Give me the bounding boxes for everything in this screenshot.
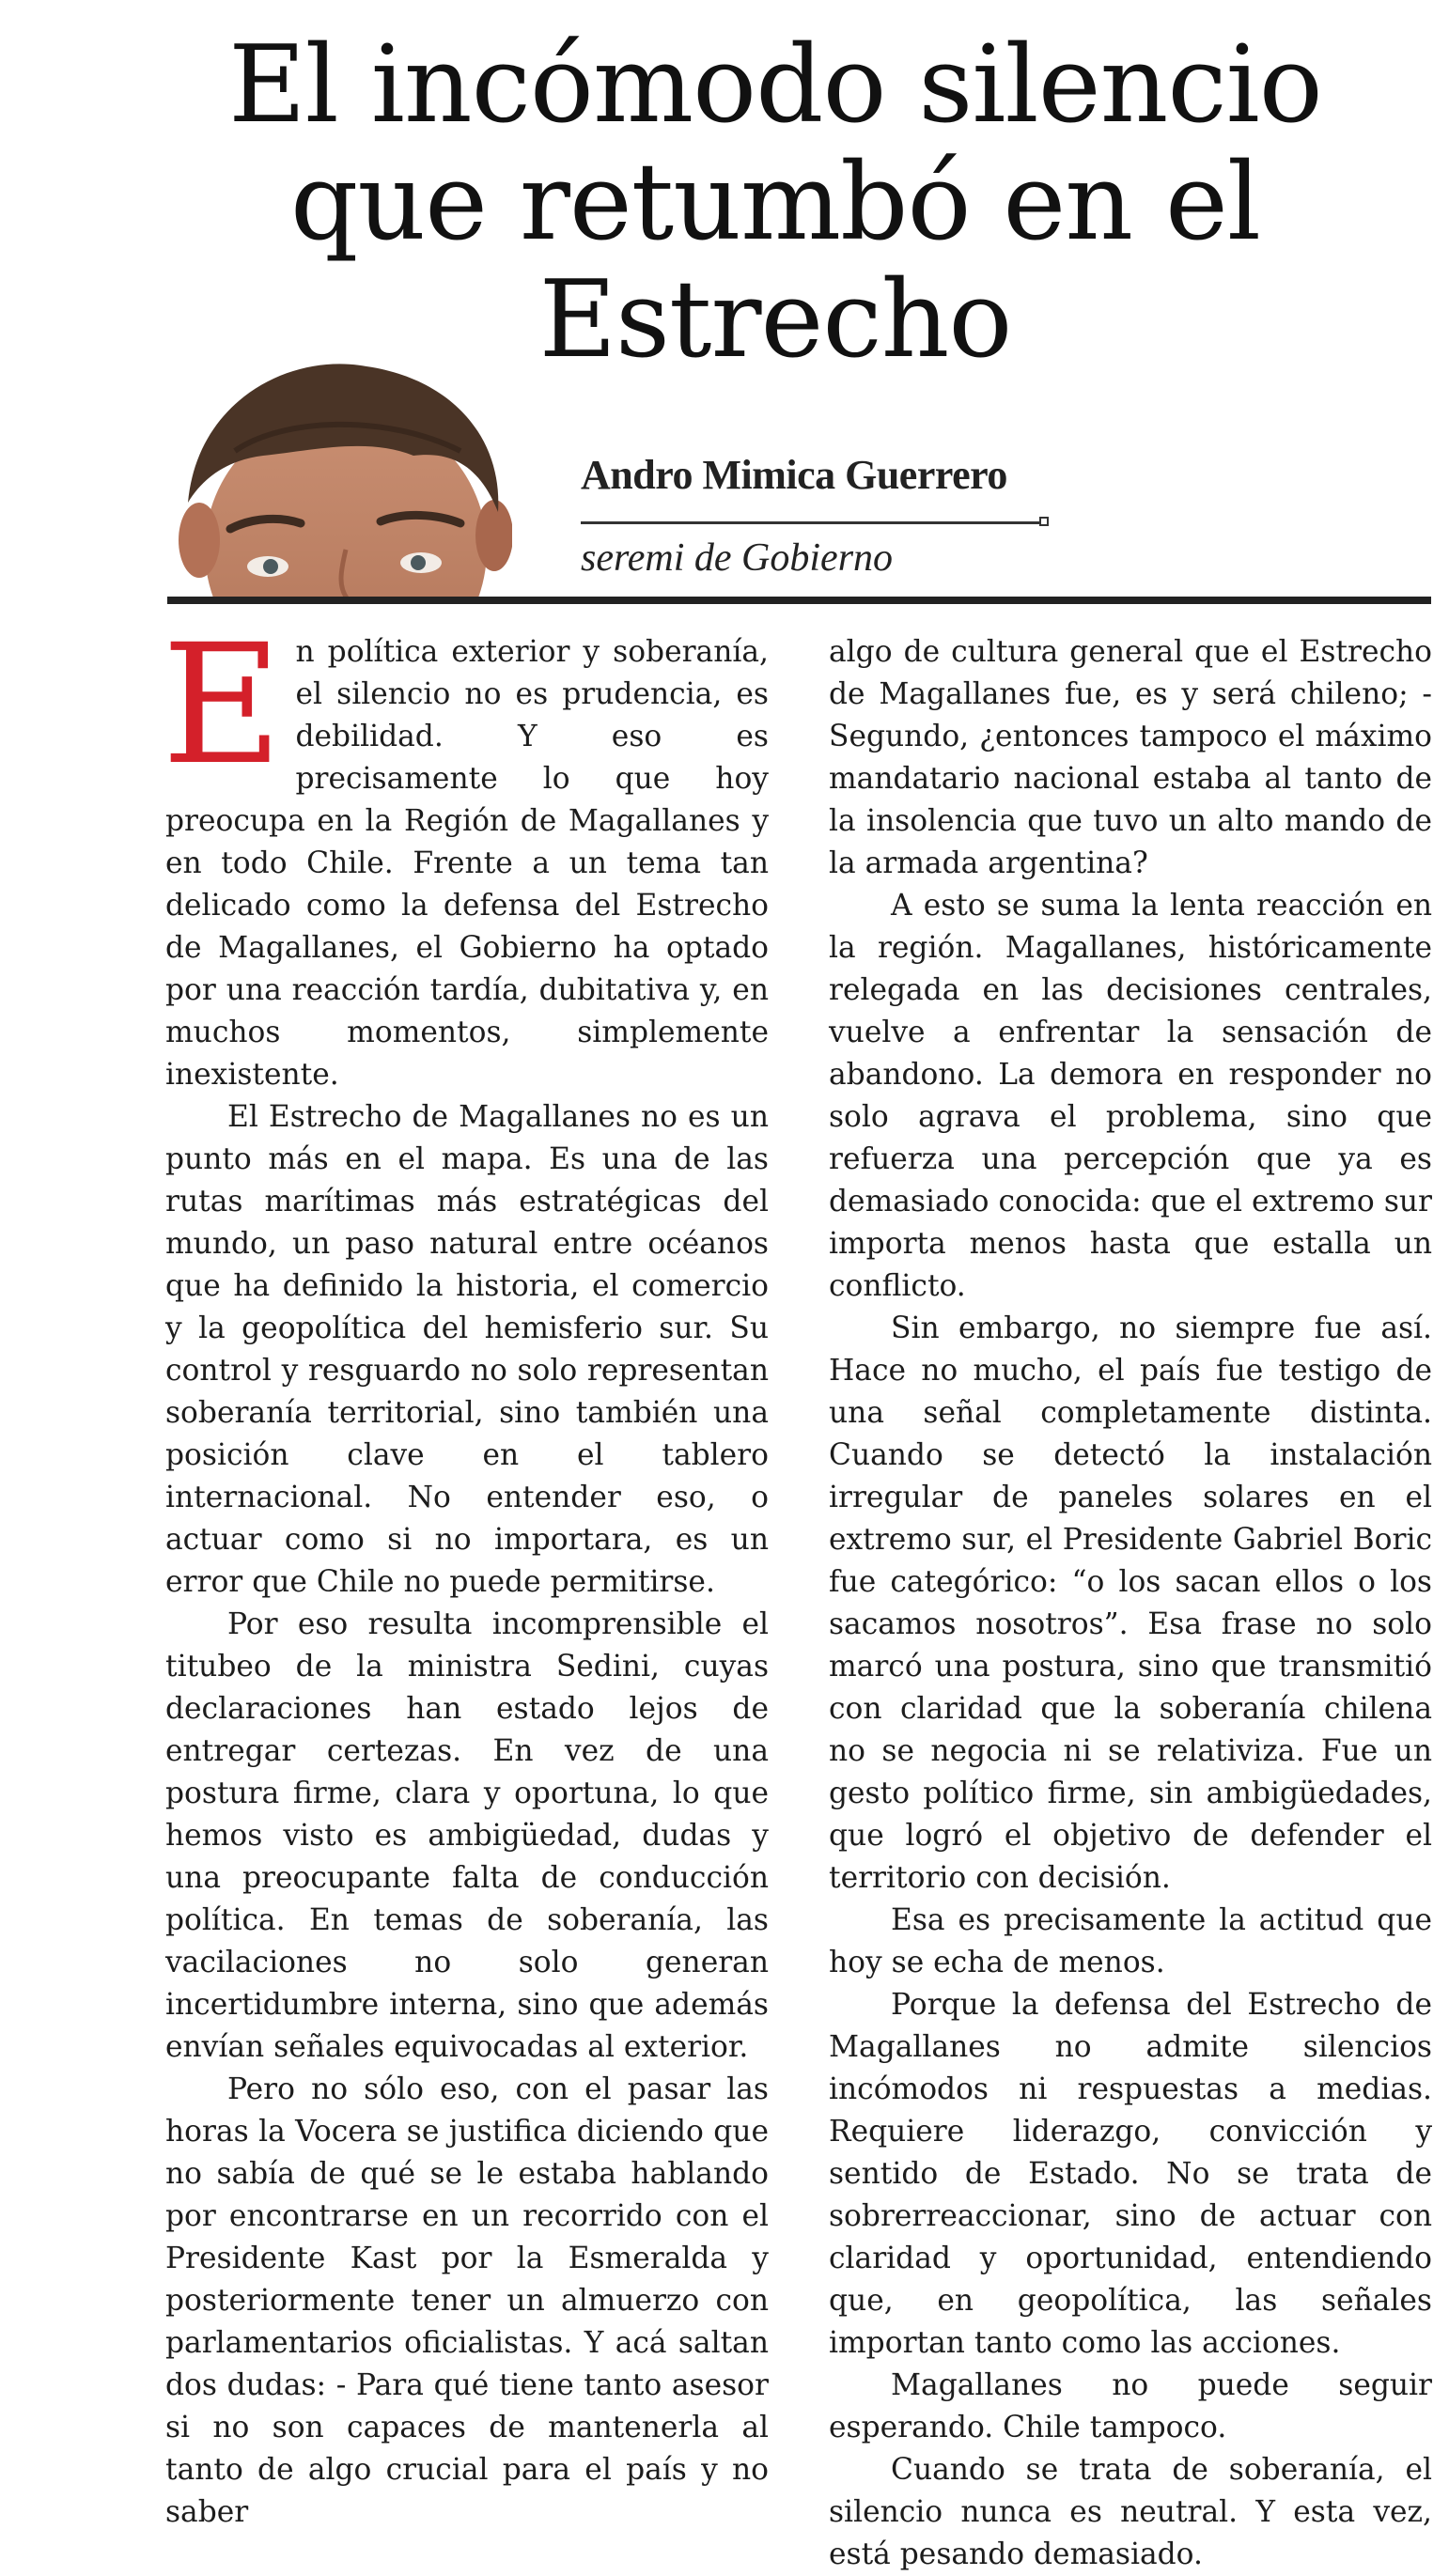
header-divider (167, 597, 1431, 604)
paragraph-2: El Estrecho de Magallanes no es un punto más en el mapa. Es una de las rutas marítimas más estratégicas del mundo, un paso natural entre océanos que ha definido la historia, el comercio y la geopolítica del hemisferio sur. Su control y resguardo no solo representan soberanía territorial, sino también una posición clave en el tablero internacional. No entender eso, o actuar como si no importara, es un error que Chile no puede permitirse. (165, 1100, 769, 1599)
paragraph-10: Cuando se trata de soberanía, el silencio nunca es neutral. Y esta vez, está pesando demasiado. (829, 2453, 1432, 2571)
paragraph-5: A esto se suma la lenta reacción en la región. Magallanes, históricamente relegada en las decisiones centrales, vuelve a enfrentar la sensación de abandono. La demora en responder no solo agrava el problema, sino que refuerza una percepción que ya es demasiado conocida: que el extremo sur importa menos hasta que estalla un conflicto. (829, 889, 1432, 1303)
author-role: seremi de Gobierno (581, 536, 894, 580)
author-photo (179, 362, 512, 599)
paragraph-8: Porque la defensa del Estrecho de Magallanes no admite silencios incómodos ni respuestas a medias. Requiere liderazgo, convicción y sentido de Estado. No se trata de sobrerreaccionar, sino de actuar con claridad y oportunidad, entendiendo que, en geopolítica, las señales importan tanto como las acciones. (829, 1988, 1432, 2360)
headline (150, 23, 1400, 381)
byline-rule-endcap (1039, 517, 1049, 526)
article-column-left (162, 609, 769, 2534)
left-ear (179, 503, 220, 578)
headline-line-1: El incómodo silencio (228, 23, 1322, 147)
right-ear (475, 500, 512, 571)
paragraph-1 (162, 609, 769, 1096)
article-column-right (829, 631, 1432, 2576)
paragraph-4: Pero no sólo eso, con el pasar las horas la Vocera se justifica diciendo que no sabía de qué se le estaba hablando por encontrarse en un recorrido con el Presidente Kast por la Esmeralda y posteriormente tener un almuerzo con parlamentarios oficialistas. Y acá saltan dos dudas: - Para qué tiene tanto asesor si no son capaces de mantenerla al tanto de algo crucial para el país y no saber (165, 2072, 769, 2529)
paragraph-6: Sin embargo, no siempre fue así. Hace no mucho, el país fue testigo de una señal completamente distinta. Cuando se detectó la instalación irregular de paneles solares en el extremo sur, el Presidente Gabriel Boric fue categórico: “o los sacan ellos o los sacamos nosotros”. Esa frase no solo marcó una postura, sino que transmitió con claridad que la soberanía chilena no se negocia ni se relativiza. Fue un gesto político firme, sin ambigüedades, que logró el objetivo de defender el territorio con decisión. (829, 1311, 1432, 1895)
headline-line-3: Estrecho (538, 257, 1012, 381)
byline-rule (581, 521, 1043, 524)
paragraph-4-continued: algo de cultura general que el Estrecho de Magallanes fue, es y será chileno; - Segundo, ¿entonces tampoco el máximo mandatario nacional estaba al tanto de la insolencia que tuvo un alto mando de la armada argentina? (829, 635, 1432, 880)
paragraph-7: Esa es precisamente la actitud que hoy se echa de menos. (829, 1903, 1432, 1979)
paragraph-9: Magallanes no puede seguir esperando. Chile tampoco. (829, 2368, 1432, 2444)
author-name: Andro Mimica Guerrero (581, 452, 1007, 498)
drop-cap: E (162, 609, 283, 801)
headline-line-2: que retumbó en el (289, 140, 1260, 264)
paragraph-1-text: n política exterior y soberanía, el silencio no es prudencia, es debilidad. Y eso es precisamente lo que hoy preocupa en la Región de Magallanes y en todo Chile. Frente a un tema tan delicado como la defensa del Estrecho de Magallanes, el Gobierno ha optado por una reacción tardía, dubitativa y, en muchos momentos, simplemente inexistente. (165, 635, 769, 1092)
author-portrait-illustration (179, 362, 512, 599)
paragraph-3: Por eso resulta incomprensible el titubeo de la ministra Sedini, cuyas declaraciones han estado lejos de entregar certezas. En vez de una postura firme, clara y oportuna, lo que hemos visto es ambigüedad, dudas y una preocupante falta de conducción política. En temas de soberanía, las vacilaciones no solo generan incertidumbre interna, sino que además envían señales equivocadas al exterior. (165, 1607, 769, 2064)
